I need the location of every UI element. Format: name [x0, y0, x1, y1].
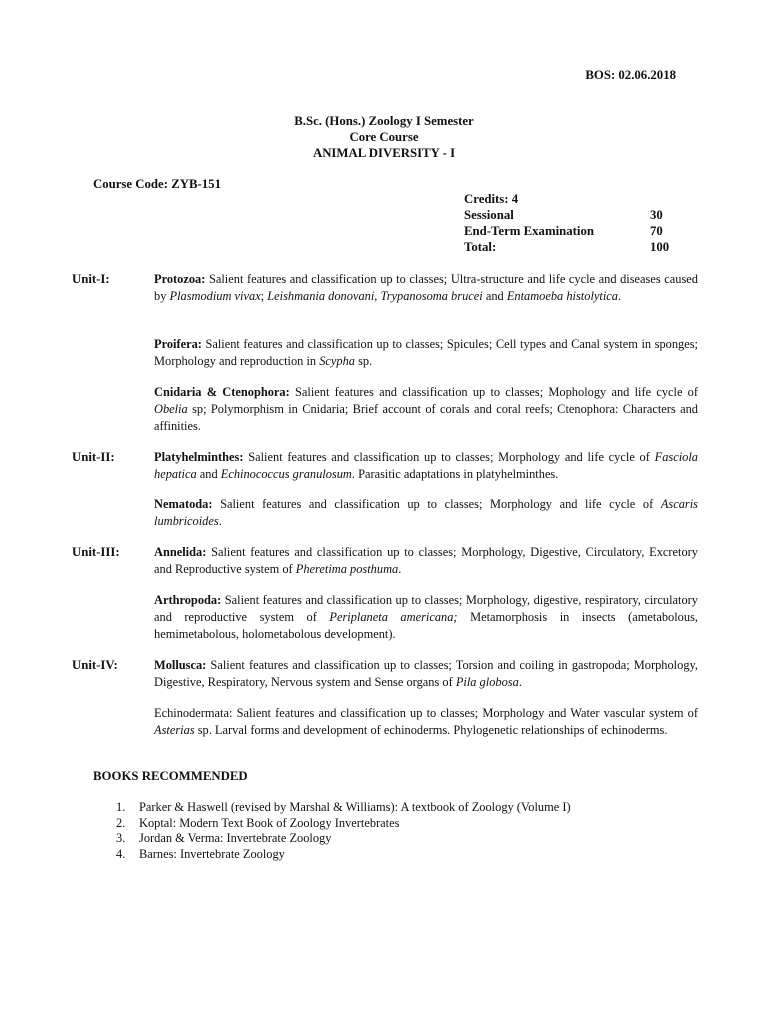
annelida-paragraph	[154, 544, 698, 578]
platyhelminthes-paragraph	[154, 449, 698, 483]
course-title: ANIMAL DIVERSITY - I	[312, 146, 456, 160]
species: Pheretima posthuma	[295, 562, 399, 576]
text: Echinodermata: Salient features and classification up to classes; Morphology and Water vascular system of	[154, 706, 698, 720]
course-type: Core Course	[349, 130, 419, 144]
bos-date: BOS: 02.06.2018	[585, 68, 676, 82]
arthropoda-title: Arthropoda:	[154, 593, 222, 607]
species: Echinococcus granulosum	[220, 467, 352, 481]
species: Plasmodium vivax	[169, 289, 261, 303]
item-number: 2.	[116, 815, 126, 830]
annelida-title: Annelida:	[154, 545, 207, 559]
species: Periplaneta americana;	[329, 610, 458, 624]
text: Salient features and classification up to classes; Mophology and life cycle of	[289, 385, 699, 399]
books-list	[116, 800, 571, 862]
credits-table	[464, 191, 690, 255]
species: Scypha	[319, 354, 355, 368]
total-label: Total:	[464, 240, 497, 254]
proifera-title: Proifera:	[154, 337, 202, 351]
text: .	[617, 289, 622, 303]
echinodermata-paragraph	[154, 705, 698, 739]
unit-4-label: Unit-IV:	[72, 658, 118, 672]
text: sp; Polymorphism in Cnidaria; Brief account of corals and coral reefs; Ctenophora: Characters and affinities.	[154, 402, 698, 433]
cnidaria-paragraph	[154, 384, 698, 435]
endterm-label: End-Term Examination	[464, 224, 595, 238]
cnidaria-title: Cnidaria & Ctenophora:	[154, 385, 290, 399]
text: Salient features and classification up to classes; Morphology, digestive, respiratory, circulatory and reproductive system of	[154, 593, 698, 624]
text: sp. Larval forms and development of echinoderms. Phylogenetic relationships of echinoderms.	[194, 723, 668, 737]
text: ;	[260, 289, 268, 303]
species: Entamoeba histolytica	[506, 289, 618, 303]
credits-label: Credits: 4	[464, 192, 519, 206]
item-number: 4.	[116, 846, 126, 861]
endterm-value: 70	[650, 224, 663, 238]
list-item	[116, 800, 571, 816]
text: and	[196, 467, 221, 481]
mollusca-title: Mollusca:	[154, 658, 207, 672]
unit-2-label: Unit-II:	[72, 450, 115, 464]
text: Salient features and classification up to classes; Morphology, Digestive, Circulatory, Excretory and Reproductive system of	[154, 545, 698, 576]
arthropoda-paragraph	[154, 592, 698, 643]
item-text: Jordan & Verma: Invertebrate Zoology	[139, 831, 332, 846]
unit-3-label: Unit-III:	[72, 545, 120, 559]
species: Ascaris lumbricoides	[154, 497, 698, 528]
text: Salient features and classification up to classes; Morphology and life cycle of	[243, 450, 655, 464]
text: and	[482, 289, 507, 303]
sessional-value: 30	[650, 208, 663, 222]
program-title: B.Sc. (Hons.) Zoology I Semester	[294, 114, 474, 128]
text: .	[218, 514, 222, 528]
text: Salient features and classification up to classes; Torsion and coiling in gastropoda; Morphology, Digestive, Respiratory, Nervous system and Sense organs of	[154, 658, 698, 689]
sessional-label: Sessional	[464, 208, 514, 222]
list-item	[116, 847, 571, 863]
protozoa-paragraph	[154, 271, 698, 305]
text: . Parasitic adaptations in platyhelminthes.	[351, 467, 559, 481]
text: Salient features and classification up to classes; Ultra-structure and life cycle and diseases caused by	[154, 272, 698, 303]
nematoda-title: Nematoda:	[154, 497, 213, 511]
species: Pila globosa	[455, 675, 519, 689]
item-text: Koptal: Modern Text Book of Zoology Invertebrates	[139, 815, 400, 830]
species: Obelia	[154, 402, 188, 416]
item-number: 3.	[116, 831, 126, 846]
course-code: Course Code: ZYB-151	[93, 177, 221, 191]
total-value: 100	[650, 240, 670, 254]
item-number: 1.	[116, 800, 126, 814]
sessional-row	[464, 207, 690, 223]
nematoda-paragraph	[154, 496, 698, 530]
platyhelminthes-title: Platyhelminthes:	[154, 450, 244, 464]
text: ,	[374, 289, 381, 303]
species: Asterias	[154, 723, 195, 737]
text: sp.	[354, 354, 373, 368]
text: Salient features and classification up to classes; Morphology and life cycle of	[212, 497, 661, 511]
unit-1-label: Unit-I:	[72, 272, 110, 286]
item-text: Parker & Haswell (revised by Marshal & Williams): A textbook of Zoology (Volume I)	[139, 800, 571, 814]
credits-row	[464, 191, 690, 207]
text: .	[398, 562, 402, 576]
item-text: Barnes: Invertebrate Zoology	[139, 846, 285, 861]
list-item	[116, 831, 571, 847]
text: Salient features and classification up to classes; Spicules; Cell types and Canal system in sponges; Morphology and reproduction in	[154, 337, 698, 368]
species: Leishmania donovani	[267, 289, 375, 303]
books-heading: BOOKS RECOMMENDED	[93, 769, 248, 783]
list-item	[116, 816, 571, 832]
text: .	[518, 675, 522, 689]
species: Trypanosoma brucei	[380, 289, 483, 303]
protozoa-title: Protozoa:	[154, 272, 206, 286]
endterm-row	[464, 223, 690, 239]
total-row	[464, 239, 690, 255]
proifera-paragraph	[154, 336, 698, 370]
mollusca-paragraph	[154, 657, 698, 691]
text: Metamorphosis in insects (ametabolous, hemimetabolous, holometabolous development).	[154, 610, 698, 641]
species: Fasciola hepatica	[154, 450, 698, 481]
